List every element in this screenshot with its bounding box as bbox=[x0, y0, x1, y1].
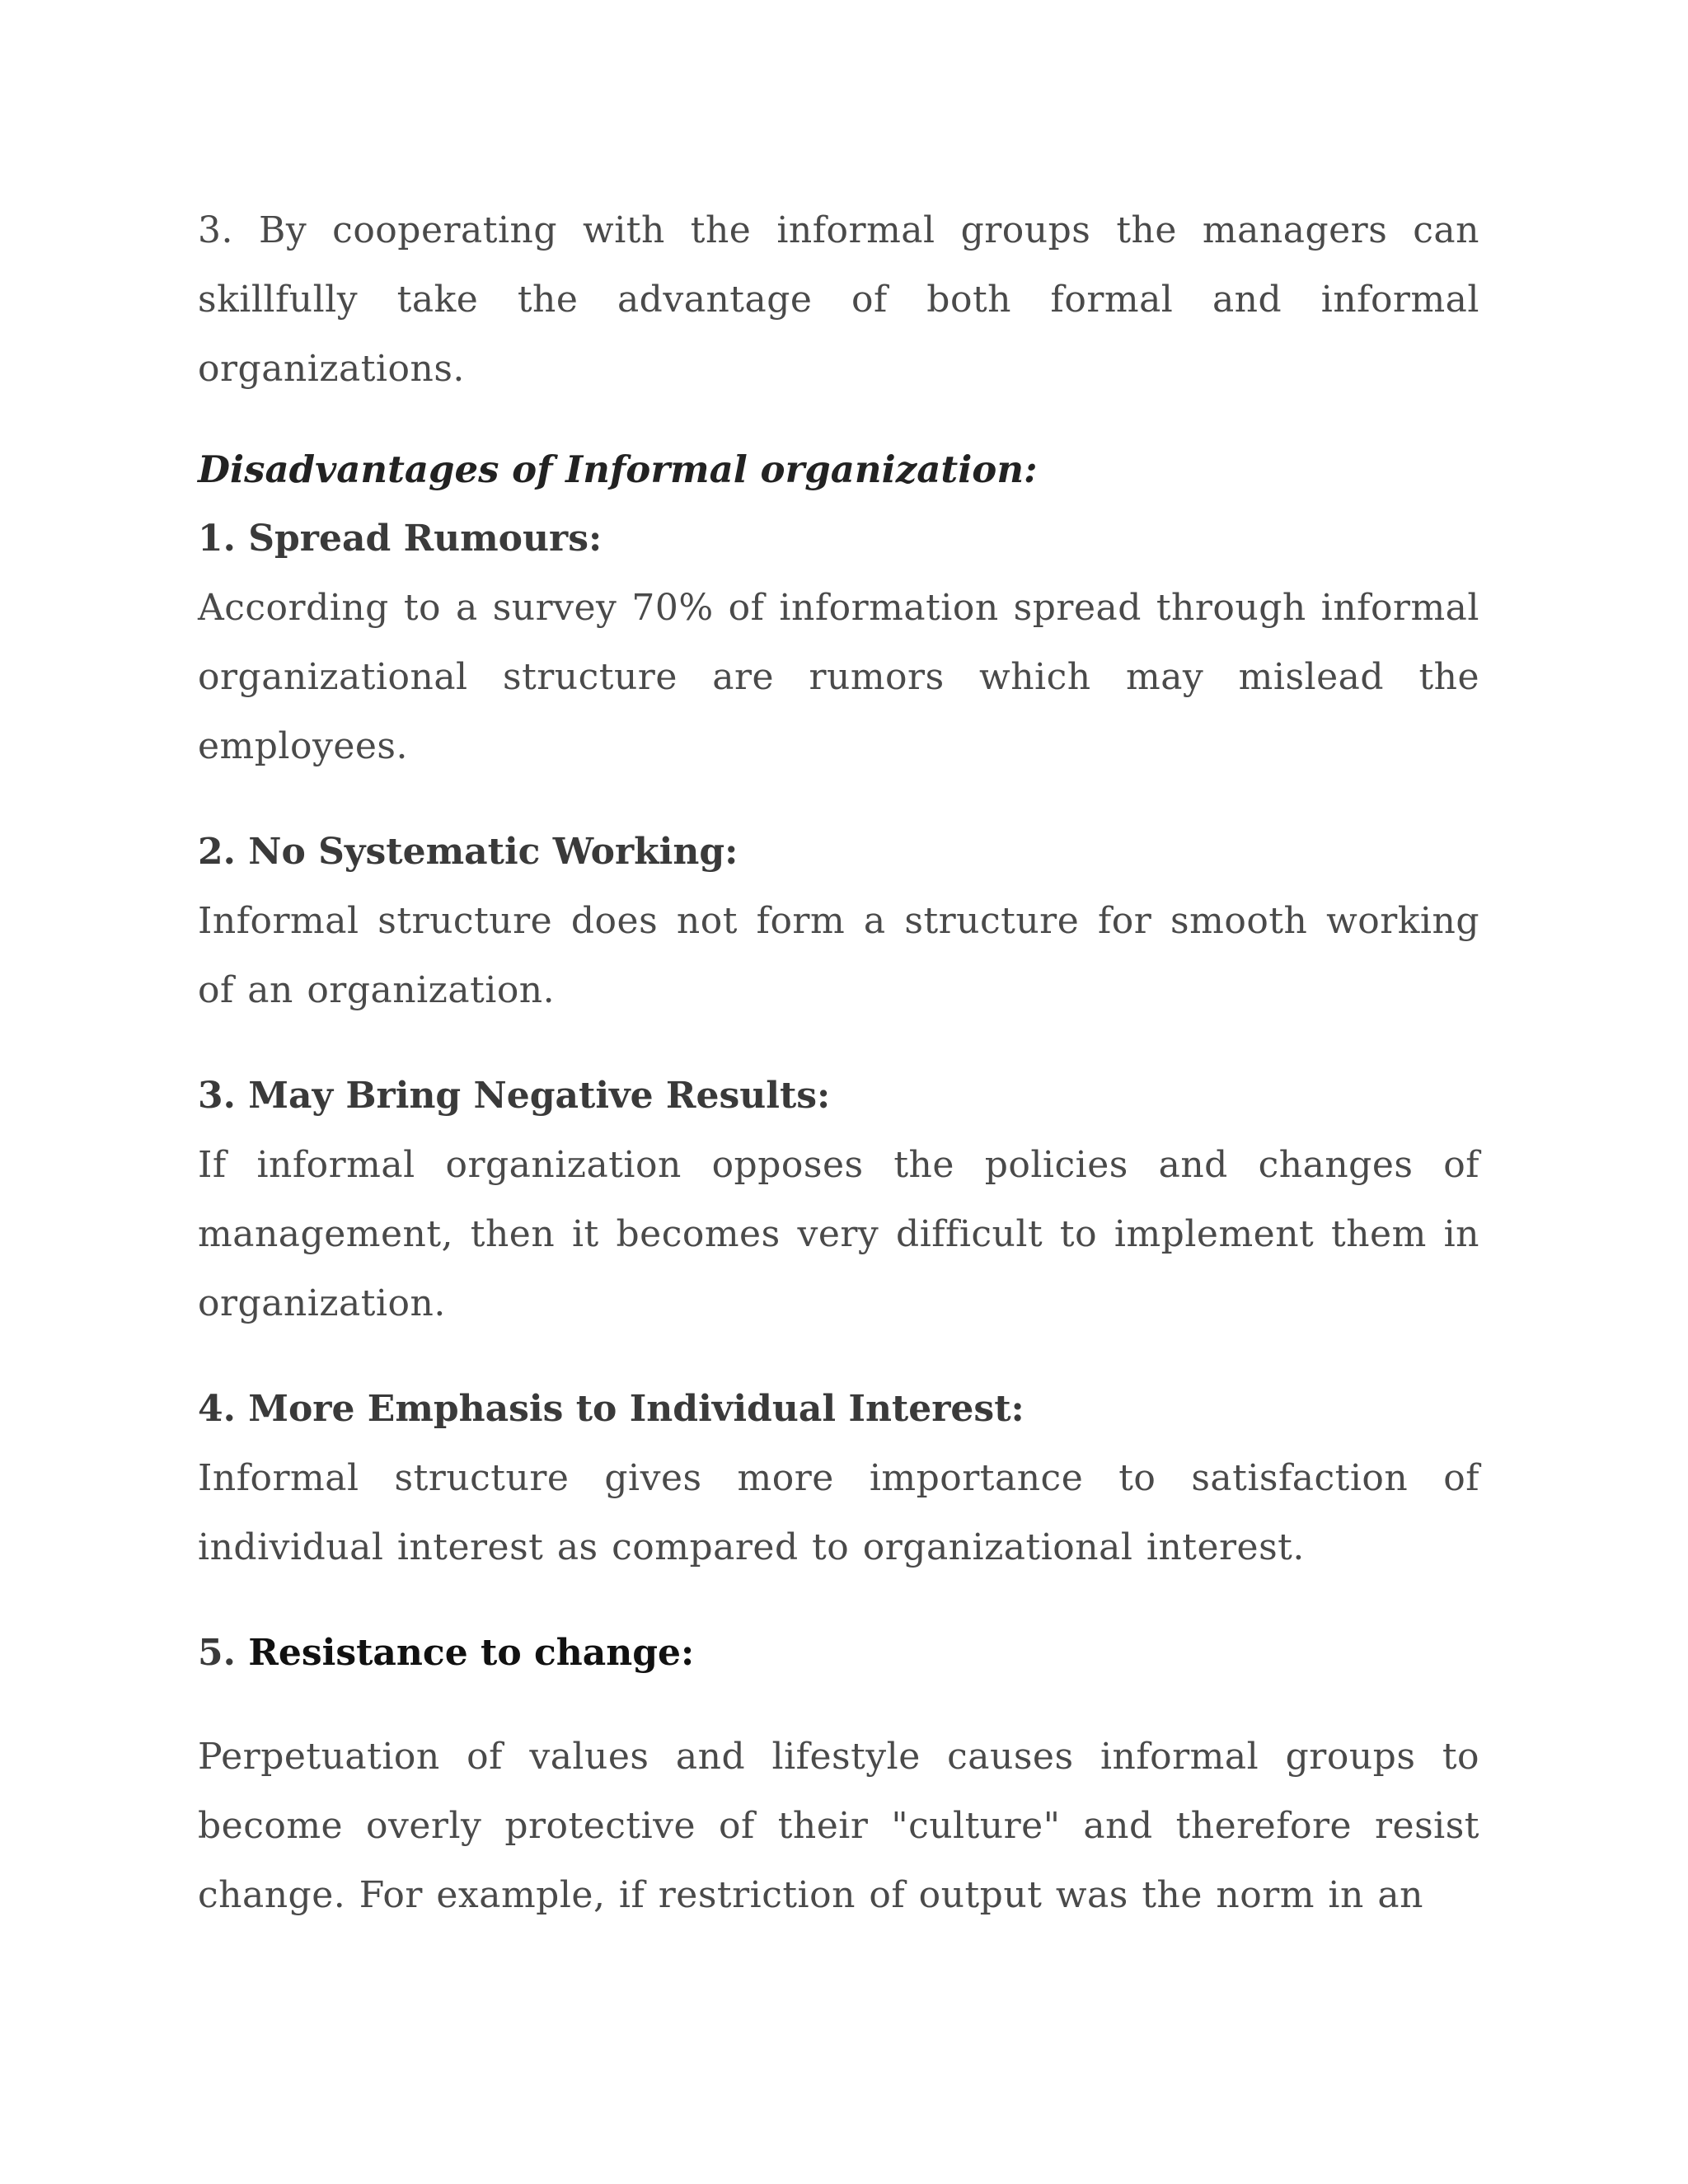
spacer bbox=[198, 781, 1479, 818]
item-body-5: Perpetuation of values and lifestyle causes informal groups to become overly protective of their "culture" and therefore resist change. For example, if restriction of output was the norm in an bbox=[198, 1736, 1479, 1916]
item-body-2: Informal structure does not form a structure for smooth working of an organization. bbox=[198, 900, 1479, 1011]
item-heading-5-number: 5. bbox=[198, 1632, 236, 1674]
item-body-3: If informal organization opposes the policies and changes of management, then it becomes very difficult to implement them in organization. bbox=[198, 1144, 1479, 1324]
item-body-4: Informal structure gives more importance to satisfaction of individual interest as compared to organizational interest. bbox=[198, 1457, 1479, 1568]
item-heading-3: 3. May Bring Negative Results: bbox=[198, 1075, 831, 1117]
document-page bbox=[198, 196, 1479, 1930]
section-title: Disadvantages of Informal organization: bbox=[198, 448, 1038, 491]
spacer bbox=[198, 1582, 1479, 1619]
item-heading-5-text: Resistance to change: bbox=[248, 1632, 695, 1674]
item-heading-5 bbox=[198, 1619, 1479, 1688]
spacer bbox=[198, 404, 1479, 435]
spacer bbox=[198, 1688, 1479, 1722]
spacer bbox=[198, 1025, 1479, 1062]
intro-paragraph: 3. By cooperating with the informal groups the managers can skillfully take the advantage of both formal and informal organizations. bbox=[198, 209, 1479, 390]
item-heading-2: 2. No Systematic Working: bbox=[198, 831, 738, 873]
item-body-1: According to a survey 70% of information spread through informal organizational structure are rumors which may mislead the employees. bbox=[198, 587, 1479, 767]
item-heading-4: 4. More Emphasis to Individual Interest: bbox=[198, 1388, 1025, 1430]
spacer bbox=[198, 1338, 1479, 1375]
item-heading-1: 1. Spread Rumours: bbox=[198, 518, 603, 560]
